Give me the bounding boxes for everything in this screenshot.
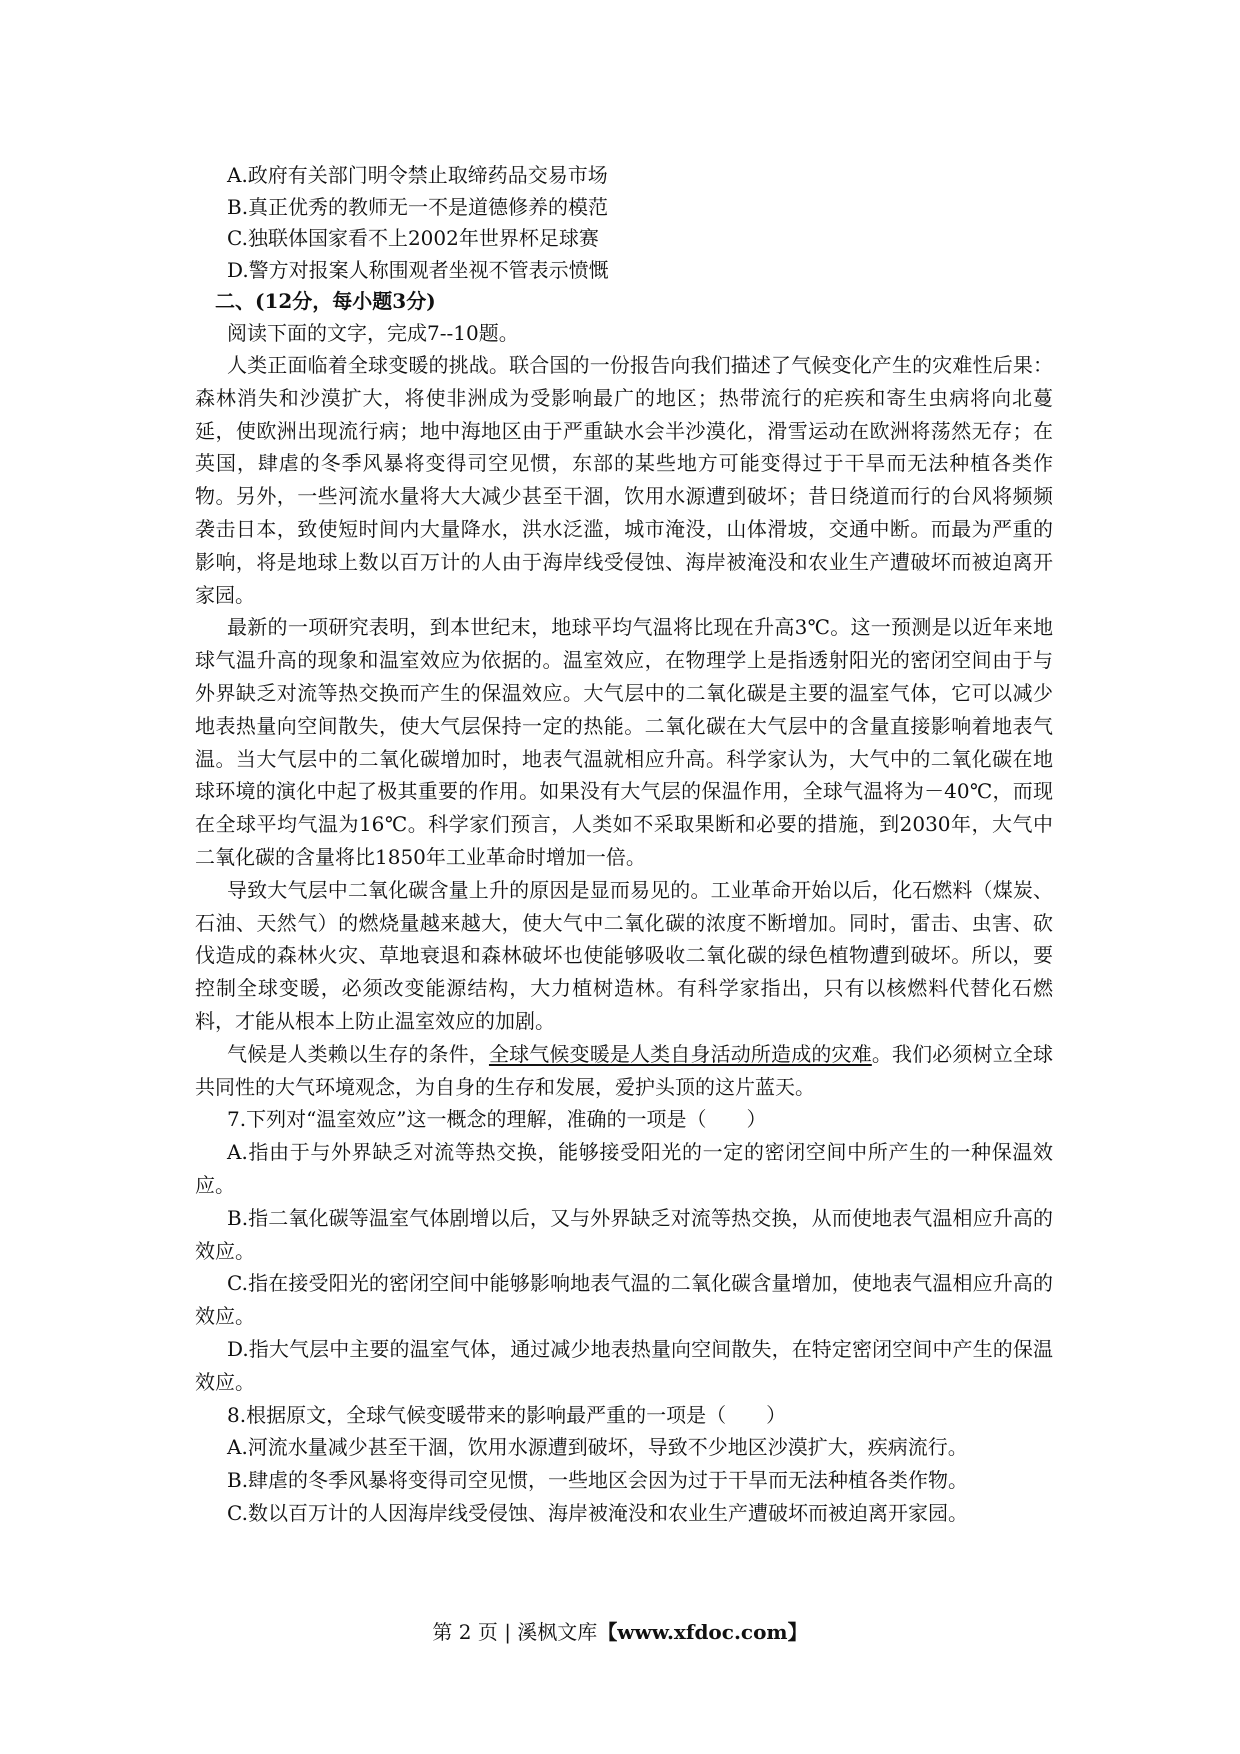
question-7-option-d: D.指大气层中主要的温室气体，通过减少地表热量向空间散失，在特定密闭空间中产生的保温效应。 bbox=[195, 1336, 1053, 1394]
question-7-option-a: A.指由于与外界缺乏对流等热交换，能够接受阳光的一定的密闭空间中所产生的一种保温效应。 bbox=[195, 1140, 1053, 1197]
question-7-option-c: C.指在接受阳光的密闭空间中能够影响地表气温的二氧化碳含量增加，使地表气温相应升高的效应。 bbox=[195, 1271, 1053, 1329]
question-7 bbox=[195, 1103, 1053, 1398]
option-a: A.政府有关部门明令禁止取缔药品交易市场 bbox=[227, 163, 608, 187]
question-8-stem: 8.根据原文，全球气候变暖带来的影响最严重的一项是（ ） bbox=[227, 1402, 787, 1427]
document-page bbox=[195, 160, 1053, 1530]
passage-paragraph-1: 人类正面临着全球变暖的挑战。联合国的一份报告向我们描述了气候变化产生的灾难性后果：森林消失和沙漠扩大，将使非洲成为受影响最广的地区；热带流行的疟疾和寄生虫病将向北蔓延，使欧洲出现流行病；地中海地区由于严重缺水会半沙漠化，滑雪运动在欧洲将荡然无存；在英国，肆虐的冬季风暴将变得司空见惯，东部的某些地方可能变得过于干旱而无法种植各类作物。另外，一些河流水量将大大减少甚至干涸，饮用水源遭到破坏；昔日绕道而行的台风将频频袭击日本，致使短时间内大量降水，洪水泛滥，城市淹没，山体滑坡，交通中断。而最为严重的影响，将是地球上数以百万计的人由于海岸线受侵蚀、海岸被淹没和农业生产遭破坏而被迫离开家园。 bbox=[195, 353, 1053, 607]
option-b: B.真正优秀的教师无一不是道德修养的模范 bbox=[227, 194, 609, 219]
paragraph-4-tail: 。我们必须树立全球共同性的大气环境观念，为自身的生存和发展，爱护头顶的这片蓝天。 bbox=[195, 1041, 1054, 1099]
question-8-option-c: C.数以百万计的人因海岸线受侵蚀、海岸被淹没和农业生产遭破坏而被迫离开家园。 bbox=[227, 1500, 968, 1525]
option-d: D.警方对报案人称围观者坐视不管表示愤慨 bbox=[227, 257, 609, 282]
underlined-sentence: 全球气候变暖是人类自身活动所造成的灾难 bbox=[488, 1041, 872, 1066]
passage-paragraph-3: 导致大气层中二氧化碳含量上升的原因是显而易见的。工业革命开始以后，化石燃料（煤炭、石油、天然气）的燃烧量越来越大，使大气中二氧化碳的浓度不断增加。同时，雷击、虫害、砍伐造成的森林火灾、草地衰退和森林破坏也使能够吸收二氧化碳的绿色植物遭到破坏。所以，要控制全球变暖，必须改变能源结构，大力植树造林。有科学家指出，只有以核燃料代替化石燃料，才能从根本上防止温室效应的加剧。 bbox=[195, 877, 1053, 1033]
section-heading: 二、(12分，每小题3分) bbox=[215, 289, 436, 313]
question-8-option-b: B.肆虐的冬季风暴将变得司空见惯，一些地区会因为过于干旱而无法种植各类作物。 bbox=[227, 1468, 969, 1493]
question-8 bbox=[195, 1399, 1053, 1530]
footer-site-link[interactable]: 【www.xfdoc.com】 bbox=[597, 1620, 808, 1644]
page-footer bbox=[0, 1618, 1240, 1646]
reading-instruction: 阅读下面的文字，完成7--10题。 bbox=[227, 320, 519, 345]
previous-question-options bbox=[195, 160, 1053, 286]
question-8-option-a: A.河流水量减少甚至干涸，饮用水源遭到破坏，导致不少地区沙漠扩大，疾病流行。 bbox=[227, 1435, 968, 1460]
passage-paragraph-2: 最新的一项研究表明，到本世纪末，地球平均气温将比现在升高3℃。这一预测是以近年来地球气温升高的现象和温室效应为依据的。温室效应，在物理学上是指透射阳光的密闭空间由于与外界缺乏对流等热交换而产生的保温效应。大气层中的二氧化碳是主要的温室气体，它可以减少地表热量向空间散失，使大气层保持一定的热能。二氧化碳在大气层中的含量直接影响着地表气温。当大气层中的二氧化碳增加时，地表气温就相应升高。科学家认为，大气中的二氧化碳在地球环境的演化中起了极其重要的作用。如果没有大气层的保温作用，全球气温将为－40℃，而现在全球平均气温为16℃。科学家们预言，人类如不采取果断和必要的措施，到2030年，大气中二氧化碳的含量将比1850年工业革命时增加一倍。 bbox=[195, 615, 1053, 869]
footer-page-label: 第 2 页 | 溪枫文库 bbox=[432, 1620, 598, 1644]
passage-paragraph-4 bbox=[195, 1038, 1053, 1104]
option-c: C.独联体国家看不上2002年世界杯足球赛 bbox=[227, 226, 599, 250]
question-7-option-b: B.指二氧化碳等温室气体剧增以后，又与外界缺乏对流等热交换，从而使地表气温相应升高的效应。 bbox=[195, 1205, 1053, 1263]
paragraph-4-lead: 气候是人类赖以生存的条件， bbox=[227, 1041, 489, 1066]
question-7-stem: 7.下列对“温室效应”这一概念的理解，准确的一项是（ ） bbox=[227, 1107, 767, 1132]
